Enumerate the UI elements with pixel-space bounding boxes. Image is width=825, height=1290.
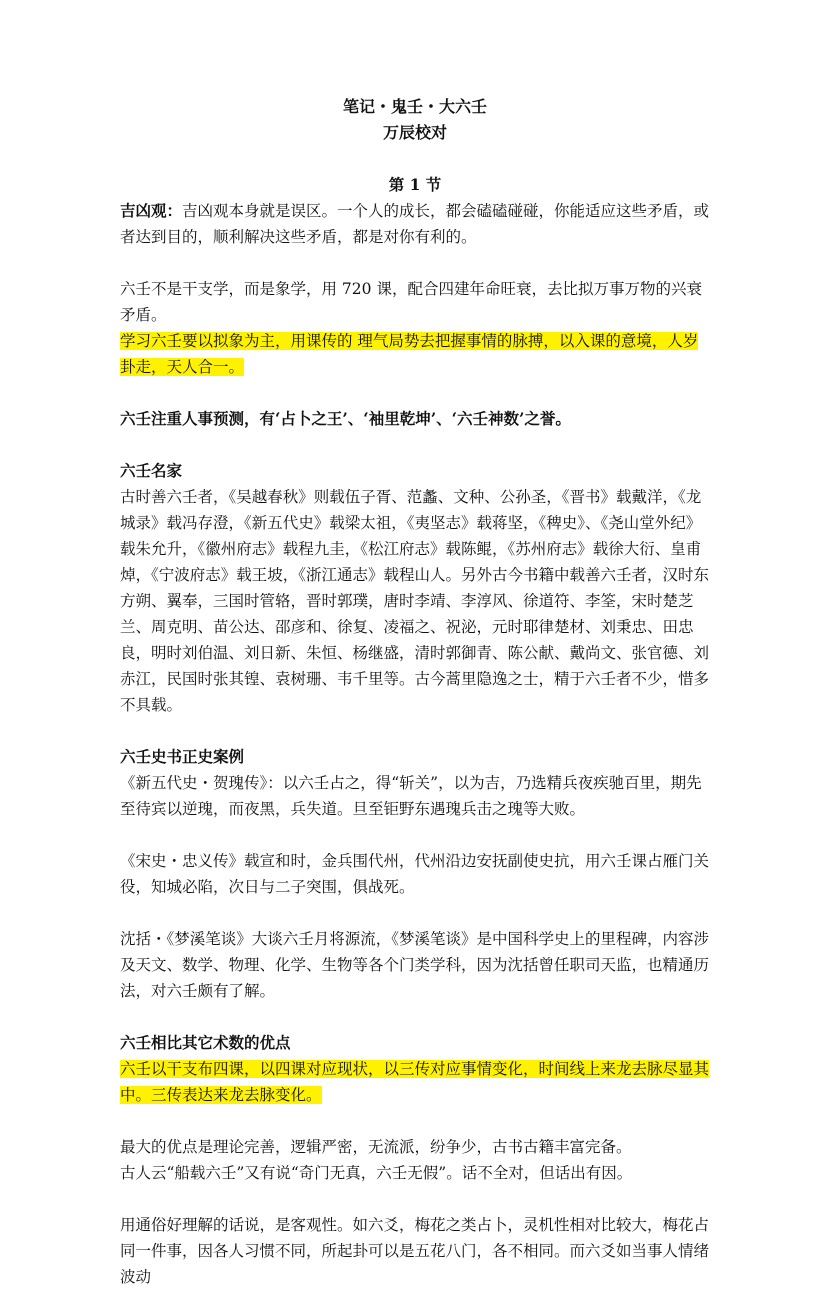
document-subtitle: 万辰校对 <box>382 123 447 142</box>
paragraph-jixiong <box>120 198 710 250</box>
spacer <box>120 250 710 276</box>
paragraph-xiangxue: 六壬不是干支学，而是象学，用 720 课，配合四建年命旺衰，去比拟万事万物的兴衰矛盾。 <box>120 280 702 324</box>
paragraph-advantage-3: 用通俗好理解的话说，是客观性。如六爻，梅花之类占卜，灵机性相对比较大，梅花占同一件事，因各人习惯不同，所起卦可以是五花八门，各不相同。而六爻如当事人情绪波动 <box>120 1216 710 1286</box>
spacer <box>120 1186 710 1212</box>
paragraph-label: 吉凶观： <box>120 201 183 220</box>
paragraph-advantage-1: 最大的优点是理论完善，逻辑严密，无流派，纷争少，古书古籍丰富完备。 <box>120 1138 632 1156</box>
paragraph-history-1: 《新五代史・贺瑰传》：以六壬占之，得“斩关”，以为吉，乃选精兵夜疾驰百里，期先至待宾以逆瑰，而夜黑，兵失道。旦至钜野东遇瑰兵击之瑰等大败。 <box>120 774 702 818</box>
highlight-text: 六壬以干支布四课，以四课对应现状，以三传对应事情变化，时间线上来龙去脉尽显其中。三传表达来龙去脉变化。 <box>120 1060 710 1104</box>
document-title: 笔记・鬼壬・大六壬 <box>342 97 487 116</box>
paragraph-famous: 古时善六壬者，《吴越春秋》则载伍子胥、范蠡、文种、公孙圣，《晋书》载戴洋，《龙城录》载冯存澄，《新五代史》载梁太祖，《夷坚志》载蒋坚，《稗史》、《尧山堂外纪》载朱允升，《徽州府志》载程九圭，《松江府志》载陈鲲，《苏州府志》载徐大衍、皇甫焯，《宁波府志》载王坡，《浙江通志》载程山人。另外古今书籍中载善六壬者，汉时东方朔、翼奉，三国时管辂，晋时郭璞，唐时李靖、李淳风、徐道符、李筌，宋时楚芝兰、周克明、苗公达、邵彦和、徐复、凌福之、祝泌，元时耶律楚材、刘秉忠、田忠良，明时刘伯温、刘日新、朱恒、杨继盛，清时郭御青、陈公献、戴尚文、张官德、刘赤江，民国时张其锽、袁树珊、韦千里等。古今蒿里隐逸之士，精于六壬者不少，惜多不具载。 <box>120 488 710 714</box>
spacer <box>120 1004 710 1030</box>
spacer <box>120 1108 710 1134</box>
highlight-text: 学习六壬要以拟象为主，用课传的 理气局势去把握事情的脉搏，以入课的意境，人岁卦走，天人合一。 <box>120 332 699 376</box>
paragraph-history-3: 沈括・《梦溪笔谈》大谈六壬月将源流，《梦溪笔谈》是中国科学史上的里程碑，内容涉及天文、数学、物理、化学、生物等各个门类学科，因为沈括曾任职司天监，也精通历法，对六壬颇有了解。 <box>120 930 710 1000</box>
spacer <box>120 718 710 744</box>
paragraph-bold-reputation: 六壬注重人事预测，有‘占卜之王’、‘袖里乾坤’、‘六壬神数’之誉。 <box>120 409 571 428</box>
spacer <box>120 380 710 406</box>
document-page <box>120 94 710 1290</box>
spacer <box>120 822 710 848</box>
paragraph-highlight-study <box>120 328 710 380</box>
heading-famous: 六壬名家 <box>120 461 183 480</box>
heading-advantage: 六壬相比其它术数的优点 <box>120 1033 291 1052</box>
spacer <box>120 432 710 458</box>
section-heading: 第 1 节 <box>388 175 442 194</box>
spacer <box>120 900 710 926</box>
paragraph-history-2: 《宋史・忠义传》载宣和时，金兵围代州，代州沿边安抚副使史抗，用六壬课占雁门关役，知城必陷，次日与二子突围，俱战死。 <box>120 852 710 896</box>
paragraph-advantage-2: 古人云“船载六壬”又有说“奇门无真，六壬无假”。话不全对，但话出有因。 <box>120 1164 633 1182</box>
paragraph-text: 吉凶观本身就是误区。一个人的成长，都会磕磕碰碰，你能适应这些矛盾，或者达到目的，顺利解决这些矛盾，都是对你有利的。 <box>120 202 710 246</box>
heading-history: 六壬史书正史案例 <box>120 747 245 766</box>
paragraph-advantage-highlight <box>120 1056 710 1108</box>
